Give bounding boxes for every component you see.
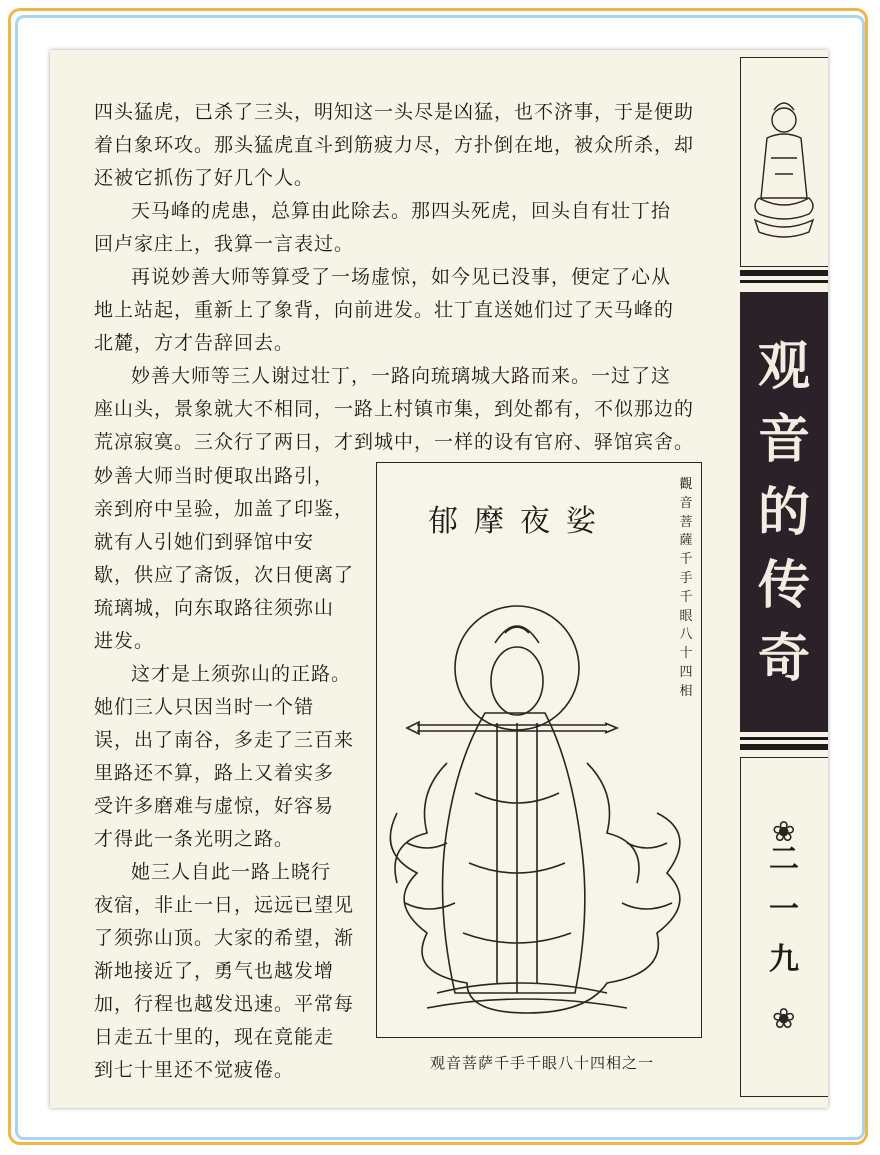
body-line: 歇，供应了斋饭，次日便离了 bbox=[94, 564, 355, 586]
body-line: 北麓，方才告辞回去。 bbox=[94, 332, 295, 354]
body-line: 加，行程也越发迅速。平常每 bbox=[94, 993, 355, 1015]
body-line: 渐地接近了，勇气也越发增 bbox=[94, 960, 335, 982]
illustration-caption: 观音菩萨千手千眼八十四相之一 bbox=[429, 1054, 654, 1072]
body-line: 荒凉寂寞。三众行了两日，才到城中，一样的设有官府、驿馆宾舍。 bbox=[94, 431, 695, 453]
book-title-text: 观音的传奇 bbox=[757, 336, 810, 689]
illustration-vertical-inscription: 觀音菩薩千手千眼八十四相 bbox=[679, 477, 693, 699]
body-line: 地上站起，重新上了象背，向前进发。壮丁直送她们过了天马峰的 bbox=[94, 299, 675, 321]
illustration-title: 郁摩夜娑 bbox=[428, 504, 612, 539]
body-line: 妙善大师等三人谢过壮丁，一路向琉璃城大路而来。一过了这 bbox=[131, 365, 672, 387]
seated-bodhisattva-icon bbox=[741, 58, 827, 264]
sidebar-rule bbox=[740, 280, 828, 283]
body-line: 再说妙善大师等算受了一场虚惊，如今见已没事，便定了心从 bbox=[131, 266, 672, 288]
sidebar-top-panel bbox=[740, 57, 828, 267]
body-line: 天马峰的虎患，总算由此除去。那四头死虎，回头自有壮丁抬 bbox=[131, 200, 672, 222]
flower-ornament-icon: ❀ bbox=[772, 815, 796, 848]
body-line: 日走五十里的，现在竟能走 bbox=[94, 1026, 335, 1048]
body-line: 还被它抓伤了好几个人。 bbox=[94, 167, 315, 189]
body-line: 夜宿，非止一日，远远已望见 bbox=[94, 894, 355, 916]
body-line: 她们三人只因当时一个错 bbox=[94, 696, 315, 718]
body-line: 琉璃城，向东取路往须弥山 bbox=[94, 597, 335, 619]
page-number bbox=[740, 835, 828, 985]
body-line: 亲到府中呈验，加盖了印鉴， bbox=[94, 498, 355, 520]
body-line: 了须弥山顶。大家的希望，渐 bbox=[94, 927, 355, 949]
body-line: 进发。 bbox=[94, 630, 155, 652]
body-line: 她三人自此一路上晓行 bbox=[131, 861, 332, 883]
bodhisattva-illustration bbox=[376, 462, 702, 1038]
flower-ornament-icon: ❀ bbox=[772, 1002, 796, 1035]
body-line: 受许多磨难与虚惊，好容易 bbox=[94, 795, 335, 817]
bodhisattva-figure-drawing bbox=[377, 463, 700, 1036]
body-line: 四头猛虎，已杀了三头，明知这一头尽是凶猛，也不济事，于是便助 bbox=[94, 101, 695, 123]
body-line: 着白象环攻。那头猛虎直斗到筋疲力尽，方扑倒在地，被众所杀，却 bbox=[94, 134, 695, 156]
sidebar-rule bbox=[740, 270, 828, 276]
body-line: 误，出了南谷，多走了三百来 bbox=[94, 729, 355, 751]
page-number-text: 二一九 bbox=[769, 842, 799, 977]
sidebar-rule bbox=[740, 744, 828, 750]
body-line: 才得此一条光明之路。 bbox=[94, 828, 295, 850]
body-line: 这才是上须弥山的正路。 bbox=[131, 663, 352, 685]
body-line: 妙善大师当时便取出路引， bbox=[94, 465, 335, 487]
body-line: 回卢家庄上，我算一言表过。 bbox=[94, 233, 355, 255]
sidebar-rule bbox=[740, 737, 828, 740]
body-line: 座山头，景象就大不相同，一路上村镇市集，到处都有，不似那边的 bbox=[94, 398, 695, 420]
body-line: 里路还不算，路上又着实多 bbox=[94, 762, 335, 784]
body-line: 到七十里还不觉疲倦。 bbox=[94, 1059, 295, 1081]
book-title-vertical bbox=[740, 330, 828, 695]
body-line: 就有人引她们到驿馆中安 bbox=[94, 531, 315, 553]
